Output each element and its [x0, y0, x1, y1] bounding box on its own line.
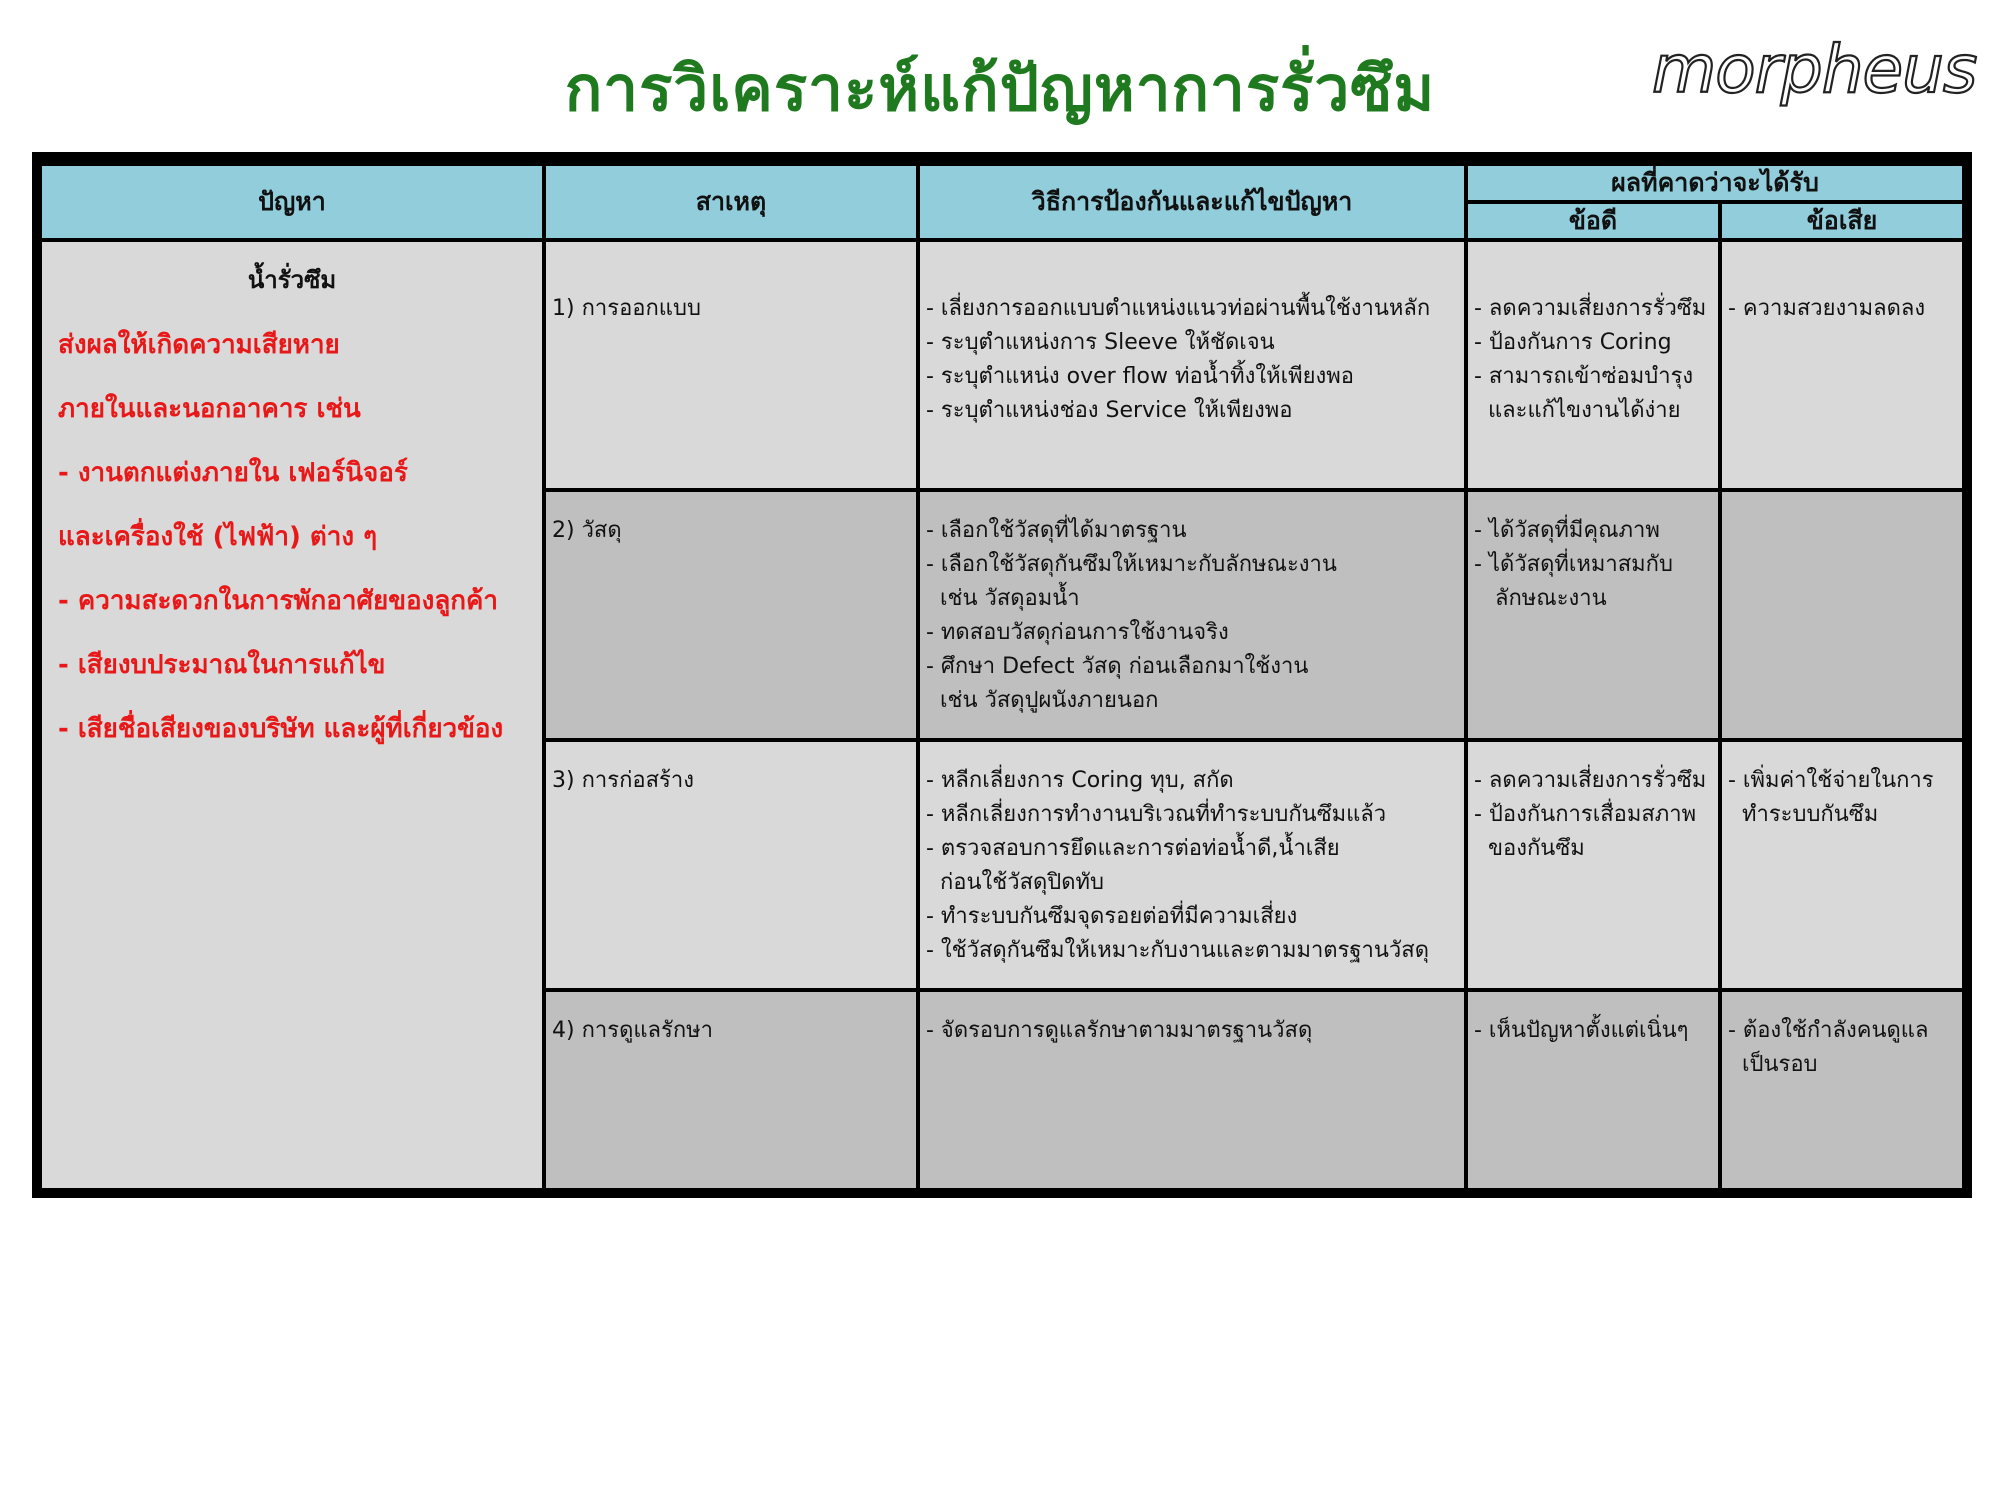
table-grid	[42, 166, 1962, 1188]
pros-text: - ลดความเสี่ยงการรั่วซึม - ป้องกันการเสื่อมสภาพ ของกันซึม	[1474, 768, 1707, 861]
table-row-4-cause	[546, 992, 916, 1188]
problem-line: ภายในและนอกอาคาร เช่น	[58, 394, 361, 424]
pros-text: - ลดความเสี่ยงการรั่วซึม - ป้องกันการ Coring - สามารถเข้าซ่อมบำรุง และแก้ไขงานได้ง่าย	[1474, 296, 1707, 423]
table-row-3-cause	[546, 742, 916, 988]
problem-cell	[42, 242, 542, 1188]
header-cause: สาเหตุ	[546, 166, 916, 238]
method-text: - เลือกใช้วัสดุที่ได้มาตรฐาน - เลือกใช้วัสดุกันซึมให้เหมาะกับลักษณะงาน เช่น วัสดุอมน้ำ - ทดสอบวัสดุก่อนการใช้งานจริง - ศึกษา Defect วัสดุ ก่อนเลือกมาใช้งาน เช่น วัสดุปูผนังภายนอก	[926, 518, 1337, 713]
table-row-1-cause	[546, 242, 916, 488]
cause-text: 2) วัสดุ	[552, 518, 622, 543]
problem-line: และเครื่องใช้ (ไฟฟ้า) ต่าง ๆ	[58, 522, 378, 552]
table-row-3-pros	[1468, 742, 1718, 988]
table-row-2-method	[920, 492, 1464, 738]
header-cons: ข้อเสีย	[1722, 204, 1962, 238]
header-pros: ข้อดี	[1468, 204, 1718, 238]
problem-line: ส่งผลให้เกิดความเสียหาย	[58, 330, 340, 360]
pros-text: - ได้วัสดุที่มีคุณภาพ - ได้วัสดุที่เหมาสมกับ ลักษณะงาน	[1474, 518, 1673, 611]
problem-line: - เสียชื่อเสียงของบริษัท และผู้ที่เกี่ยวข้อง	[58, 714, 504, 744]
method-text: - เลี่ยงการออกแบบตำแหน่งแนวท่อผ่านพื้นใช้งานหลัก - ระบุตำแหน่งการ Sleeve ให้ชัดเจน - ระบุตำแหน่ง over flow ท่อน้ำทิ้งให้เพียงพอ - ระบุตำแหน่งช่อง Service ให้เพียงพอ	[926, 296, 1431, 423]
cause-text: 4) การดูแลรักษา	[552, 1018, 714, 1043]
problem-line: - เสียงบประมาณในการแก้ไข	[58, 650, 386, 680]
problem-line: - งานตกแต่งภายใน เฟอร์นิจอร์	[58, 458, 408, 488]
table-row-4-cons	[1722, 992, 1962, 1188]
table-row-4-pros	[1468, 992, 1718, 1188]
page-title: การวิเคราะห์แก้ปัญหาการรั่วซึม	[564, 52, 1436, 125]
cause-text: 1) การออกแบบ	[552, 296, 701, 321]
cause-text: 3) การก่อสร้าง	[552, 768, 694, 793]
analysis-table	[32, 152, 1972, 1198]
table-row-1-pros	[1468, 242, 1718, 488]
table-row-2-cause	[546, 492, 916, 738]
method-text: - จัดรอบการดูแลรักษาตามมาตรฐานวัสดุ	[926, 1018, 1313, 1043]
cons-text: - ต้องใช้กำลังคนดูแล เป็นรอบ	[1728, 1018, 1929, 1077]
table-row-1-cons	[1722, 242, 1962, 488]
method-text: - หลีกเลี่ยงการ Coring ทุบ, สกัด - หลีกเลี่ยงการทำงานบริเวณที่ทำระบบกันซึมแล้ว - ตรวจสอบการยึดและการต่อท่อน้ำดี,น้ำเสีย ก่อนใช้วัสดุปิดทับ - ทำระบบกันซึมจุดรอยต่อที่มีความเสี่ยง - ใช้วัสดุกันซึมให้เหมาะกับงานและตามมาตรฐานวัสดุ	[926, 768, 1430, 963]
table-row-2-pros	[1468, 492, 1718, 738]
header-expected: ผลที่คาดว่าจะได้รับ	[1468, 166, 1962, 200]
logo-text: morpheus	[1652, 31, 1977, 108]
problem-line: - ความสะดวกในการพักอาศัยของลูกค้า	[58, 586, 498, 616]
cons-text: - ความสวยงามลดลง	[1728, 296, 1926, 321]
header-method: วิธีการป้องกันและแก้ไขปัญหา	[920, 166, 1464, 238]
header-problem: ปัญหา	[42, 166, 542, 238]
table-row-3-cons	[1722, 742, 1962, 988]
table-row-1-method	[920, 242, 1464, 488]
morpheus-logo	[1650, 28, 1990, 118]
table-row-2-cons	[1722, 492, 1962, 738]
problem-title: น้ำรั่วซึม	[247, 266, 337, 294]
cons-text: - เพิ่มค่าใช้จ่ายในการ ทำระบบกันซึม	[1728, 768, 1934, 827]
table-row-4-method	[920, 992, 1464, 1188]
cons-text	[1722, 492, 1962, 514]
table-row-3-method	[920, 742, 1464, 988]
pros-text: - เห็นปัญหาตั้งแต่เนิ่นๆ	[1474, 1018, 1689, 1043]
